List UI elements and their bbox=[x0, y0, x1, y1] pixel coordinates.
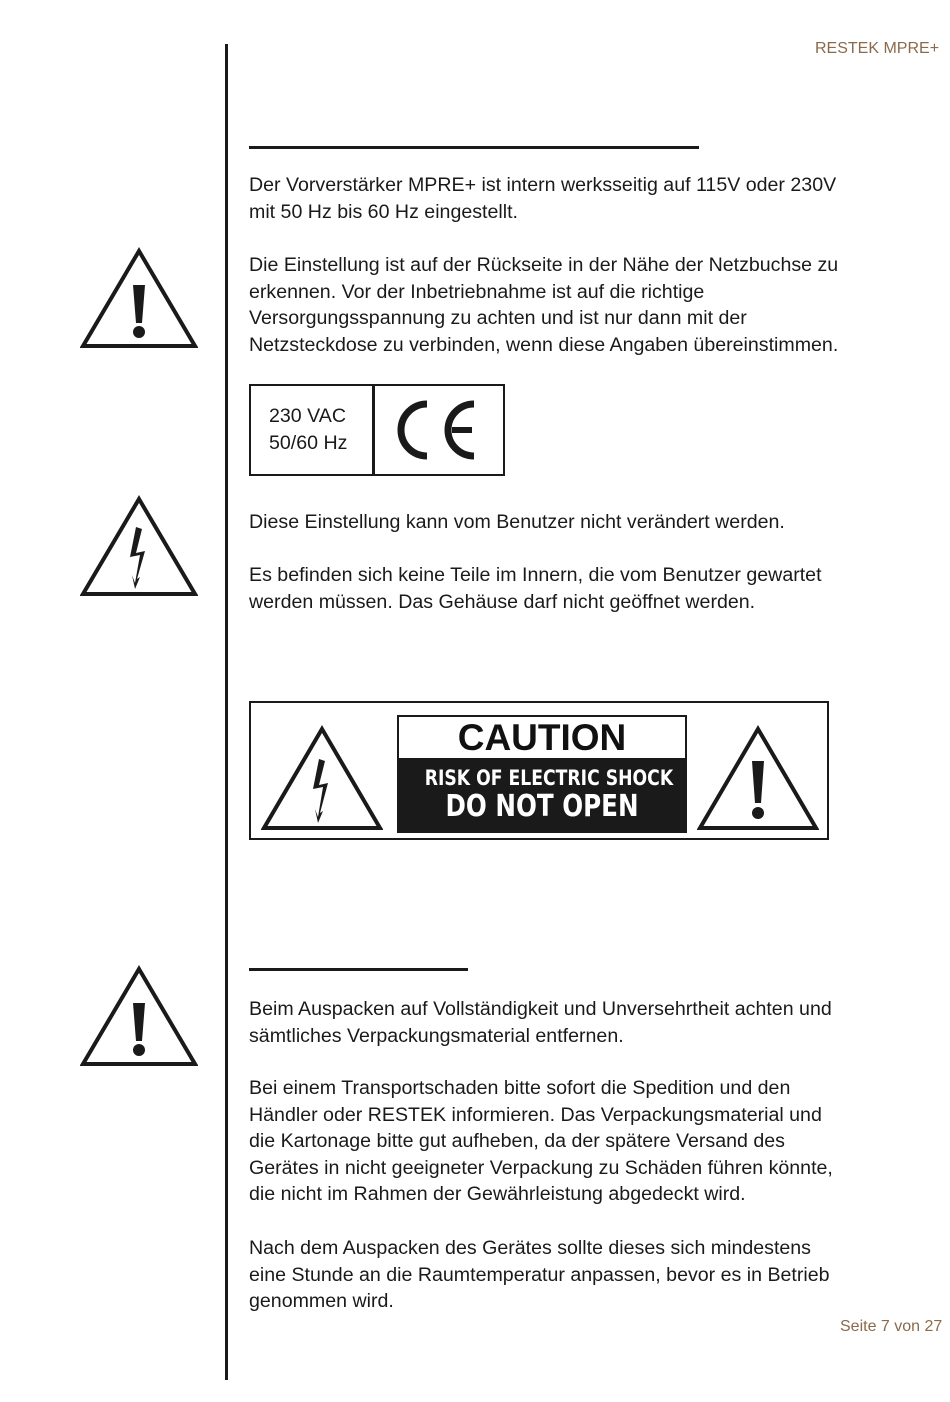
unpack-paragraph-2: Bei einem Transportschaden bitte sofort die Spedition und den Händler oder RESTEK informieren. Das Verpackungsmaterial und die Kartonage bitte gut aufheben, da der spätere Versand des Gerätes in nicht geeigneter Verpackung zu Schäden führen könnte, die nicht im Rahmen der Gewährleistung abgedeckt wird. bbox=[249, 1077, 833, 1205]
power-paragraph-3: Diese Einstellung kann vom Benutzer nicht verändert werden. bbox=[249, 511, 785, 533]
page-header: RESTEK MPRE+ bbox=[815, 40, 940, 57]
electric-hazard-icon bbox=[80, 495, 198, 597]
caution-label bbox=[249, 701, 829, 840]
electric-hazard-icon bbox=[261, 725, 383, 831]
page-number: Seite 7 von 27 bbox=[840, 1318, 943, 1335]
caution-text-panel bbox=[397, 715, 687, 833]
voltage-value: 230 VAC bbox=[269, 405, 346, 427]
warning-exclamation-icon bbox=[80, 965, 198, 1067]
frequency-value: 50/60 Hz bbox=[269, 432, 348, 454]
warning-exclamation-icon bbox=[697, 725, 819, 831]
section-heading-rule bbox=[249, 146, 699, 149]
caution-risk-line: RISK OF ELECTRIC SHOCK bbox=[424, 766, 674, 790]
power-paragraph-1: Der Vorverstärker MPRE+ ist intern werksseitig auf 115V oder 230V mit 50 Hz bis 60 Hz eingestellt. bbox=[249, 174, 837, 223]
ce-mark-icon bbox=[375, 386, 503, 474]
unpack-paragraph-1: Beim Auspacken auf Vollständigkeit und Unversehrtheit achten und sämtliches Verpackungsmaterial entfernen. bbox=[249, 998, 832, 1047]
caution-do-not-open-line: DO NOT OPEN bbox=[445, 789, 639, 824]
voltage-rating bbox=[251, 386, 375, 474]
margin-rule bbox=[225, 44, 228, 1380]
unpack-paragraph-3: Nach dem Auspacken des Gerätes sollte dieses sich mindestens eine Stunde an die Raumtemperatur anpassen, bevor es in Betrieb genommen wird. bbox=[249, 1237, 830, 1312]
warning-exclamation-icon bbox=[80, 247, 198, 349]
rating-plate bbox=[249, 384, 505, 476]
section-heading-rule bbox=[249, 968, 468, 971]
power-paragraph-4: Es befinden sich keine Teile im Innern, die vom Benutzer gewartet werden müssen. Das Gehäuse darf nicht geöffnet werden. bbox=[249, 564, 822, 613]
caution-title: CAUTION bbox=[399, 717, 685, 758]
power-paragraph-2: Die Einstellung ist auf der Rückseite in der Nähe der Netzbuchse zu erkennen. Vor der Inbetriebnahme ist auf die richtige Versorgungsspannung zu achten und ist nur dann mit der Netzsteckdose zu verbinden, wenn diese Angaben übereinstimmen. bbox=[249, 254, 839, 356]
